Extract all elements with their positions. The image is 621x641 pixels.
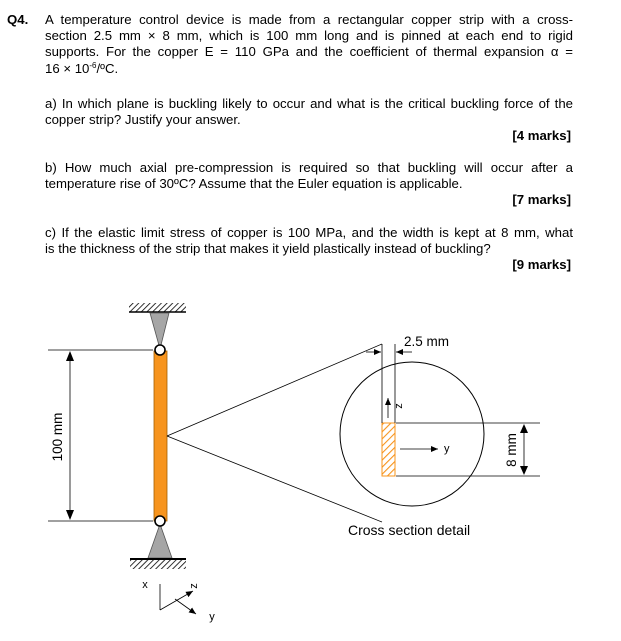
detail-caption: Cross section detail <box>348 522 471 538</box>
bottom-support <box>130 524 186 569</box>
width-label: 8 mm <box>504 433 519 467</box>
question-intro-line-3: supports. For the copper E = 110 GPa and the coefficient of thermal expansion α = <box>45 44 573 59</box>
part-a-line-1: a) In which plane is buckling likely to occur and what is the critical buckling force of the <box>45 96 573 111</box>
question-number: Q4. <box>7 12 29 27</box>
part-c-line-2: is the thickness of the strip that makes it yield plastically instead of buckling? <box>45 241 491 256</box>
part-a-marks: [4 marks] <box>512 128 571 143</box>
copper-strip <box>154 351 167 521</box>
part-c-marks: [9 marks] <box>512 257 571 272</box>
cross-section <box>382 423 395 476</box>
question-intro-line-4: $16 \times 10^{-6}/ºC$. <box>45 61 119 76</box>
length-label: 100 mm <box>50 412 65 462</box>
bottom-pin <box>155 516 165 526</box>
detail-z-label: z <box>393 403 405 409</box>
question-intro-line-1: A temperature control device is made from a rectangular copper strip with a cross- <box>45 12 573 27</box>
global-z-label: z <box>188 583 200 589</box>
top-pin <box>155 345 165 355</box>
strip-figure <box>0 290 621 641</box>
part-c-line-1: c) If the elastic limit stress of copper is 100 MPa, and the width is kept at 8 mm, what <box>45 225 573 240</box>
detail-circle <box>340 362 484 506</box>
detail-y-label: y <box>444 443 450 455</box>
global-y-label: y <box>209 611 215 623</box>
part-b-line-1: b) How much axial pre-compression is required so that buckling will occur after a <box>45 160 573 175</box>
top-support <box>129 303 186 349</box>
part-b-marks: [7 marks] <box>512 192 571 207</box>
part-a-line-2: copper strip? Justify your answer. <box>45 112 241 127</box>
part-b-line-2: temperature rise of 30ºC? Assume that the Euler equation is applicable. <box>45 176 463 191</box>
global-x-label: x <box>142 579 148 591</box>
question-intro-line-2: section 2.5 mm × 8 mm, which is 100 mm long and is pinned at each end to rigid <box>45 28 573 43</box>
thickness-label: 2.5 mm <box>404 334 450 349</box>
